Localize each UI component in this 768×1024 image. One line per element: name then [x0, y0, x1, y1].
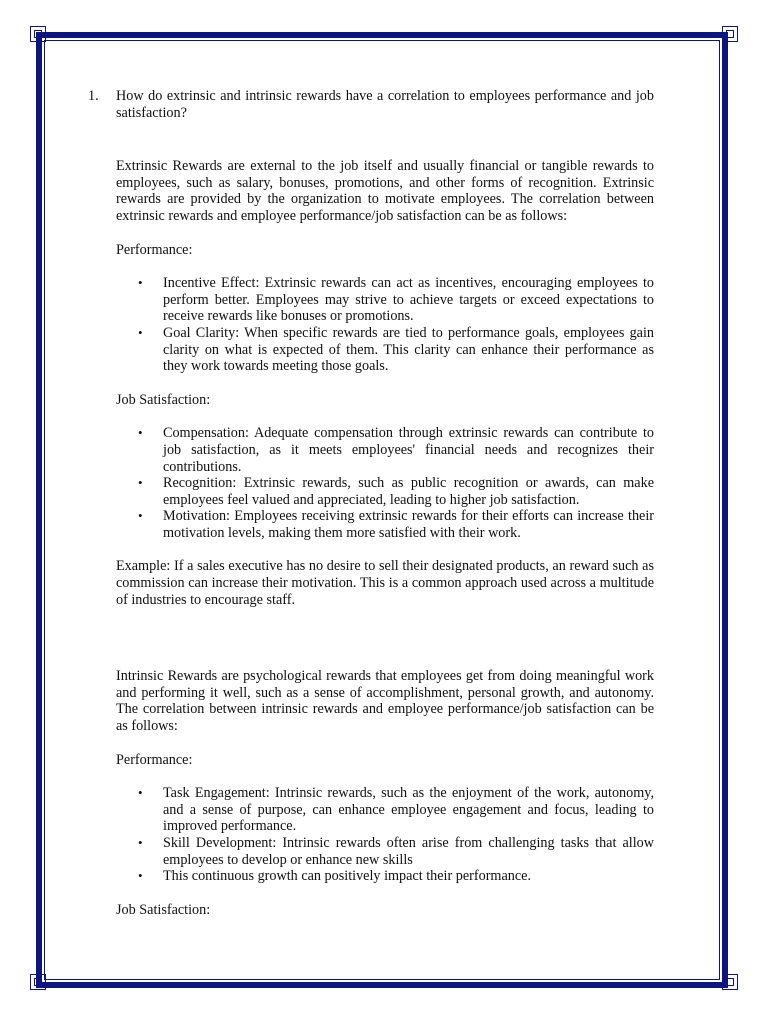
list-item: • Goal Clarity: When specific rewards are tied to performance goals, employees gain clarity on what is expected of them. This clarity can enhance their performance as they work towards meeting those goals. [116, 325, 654, 375]
extrinsic-performance-list [116, 275, 654, 375]
corner-ornament-bottom-left [30, 974, 46, 990]
intrinsic-performance-heading: Performance: [116, 751, 193, 768]
list-item: • This continuous growth can positively impact their performance. [116, 868, 654, 885]
extrinsic-example: Example: If a sales executive has no desire to sell their designated products, an reward such as commission can increase their motivation. This is a common approach used across a multitude of industries to encourage staff. [116, 558, 654, 608]
intrinsic-intro: Intrinsic Rewards are psychological rewards that employees get from doing meaningful work and performing it well, such as a sense of accomplishment, personal growth, and autonomy. The correlation between intrinsic rewards and employee performance/job satisfaction can be as follows: [116, 668, 654, 735]
corner-ornament-top-left [30, 26, 46, 42]
extrinsic-satisfaction-list [116, 425, 654, 541]
list-item: • Motivation: Employees receiving extrinsic rewards for their efforts can increase their motivation levels, making them more satisfied with their work. [116, 508, 654, 541]
list-item: • Compensation: Adequate compensation through extrinsic rewards can contribute to job satisfaction, as it meets employees' financial needs and recognizes their contributions. [116, 425, 654, 475]
question-text: How do extrinsic and intrinsic rewards have a correlation to employees performance and job satisfaction? [116, 88, 654, 121]
extrinsic-performance-heading: Performance: [116, 241, 193, 258]
list-item: • Skill Development: Intrinsic rewards often arise from challenging tasks that allow employees to develop or enhance new skills [116, 835, 654, 868]
extrinsic-satisfaction-heading: Job Satisfaction: [116, 391, 211, 408]
list-item: • Task Engagement: Intrinsic rewards, such as the enjoyment of the work, autonomy, and a sense of purpose, can enhance employee engagement and focus, leading to improved performance. [116, 785, 654, 835]
list-item: • Incentive Effect: Extrinsic rewards can act as incentives, encouraging employees to perform better. Employees may strive to achieve targets or exceed expectations to receive rewards like bonuses or promotions. [116, 275, 654, 325]
list-item: • Recognition: Extrinsic rewards, such as public recognition or awards, can make employees feel valued and appreciated, leading to higher job satisfaction. [116, 475, 654, 508]
corner-ornament-top-right [722, 26, 738, 42]
intrinsic-performance-list [116, 785, 654, 885]
answer-body [116, 158, 654, 918]
intrinsic-satisfaction-heading: Job Satisfaction: [116, 901, 211, 918]
extrinsic-intro: Extrinsic Rewards are external to the job itself and usually financial or tangible rewards to employees, such as salary, bonuses, promotions, and other forms of recognition. Extrinsic rewards are provided by the organization to motivate employees. The correlation between extrinsic rewards and employee performance/job satisfaction can be as follows: [116, 158, 654, 224]
document-content [88, 88, 654, 918]
corner-ornament-bottom-right [722, 974, 738, 990]
question [88, 88, 654, 121]
question-number: 1. [88, 88, 99, 104]
